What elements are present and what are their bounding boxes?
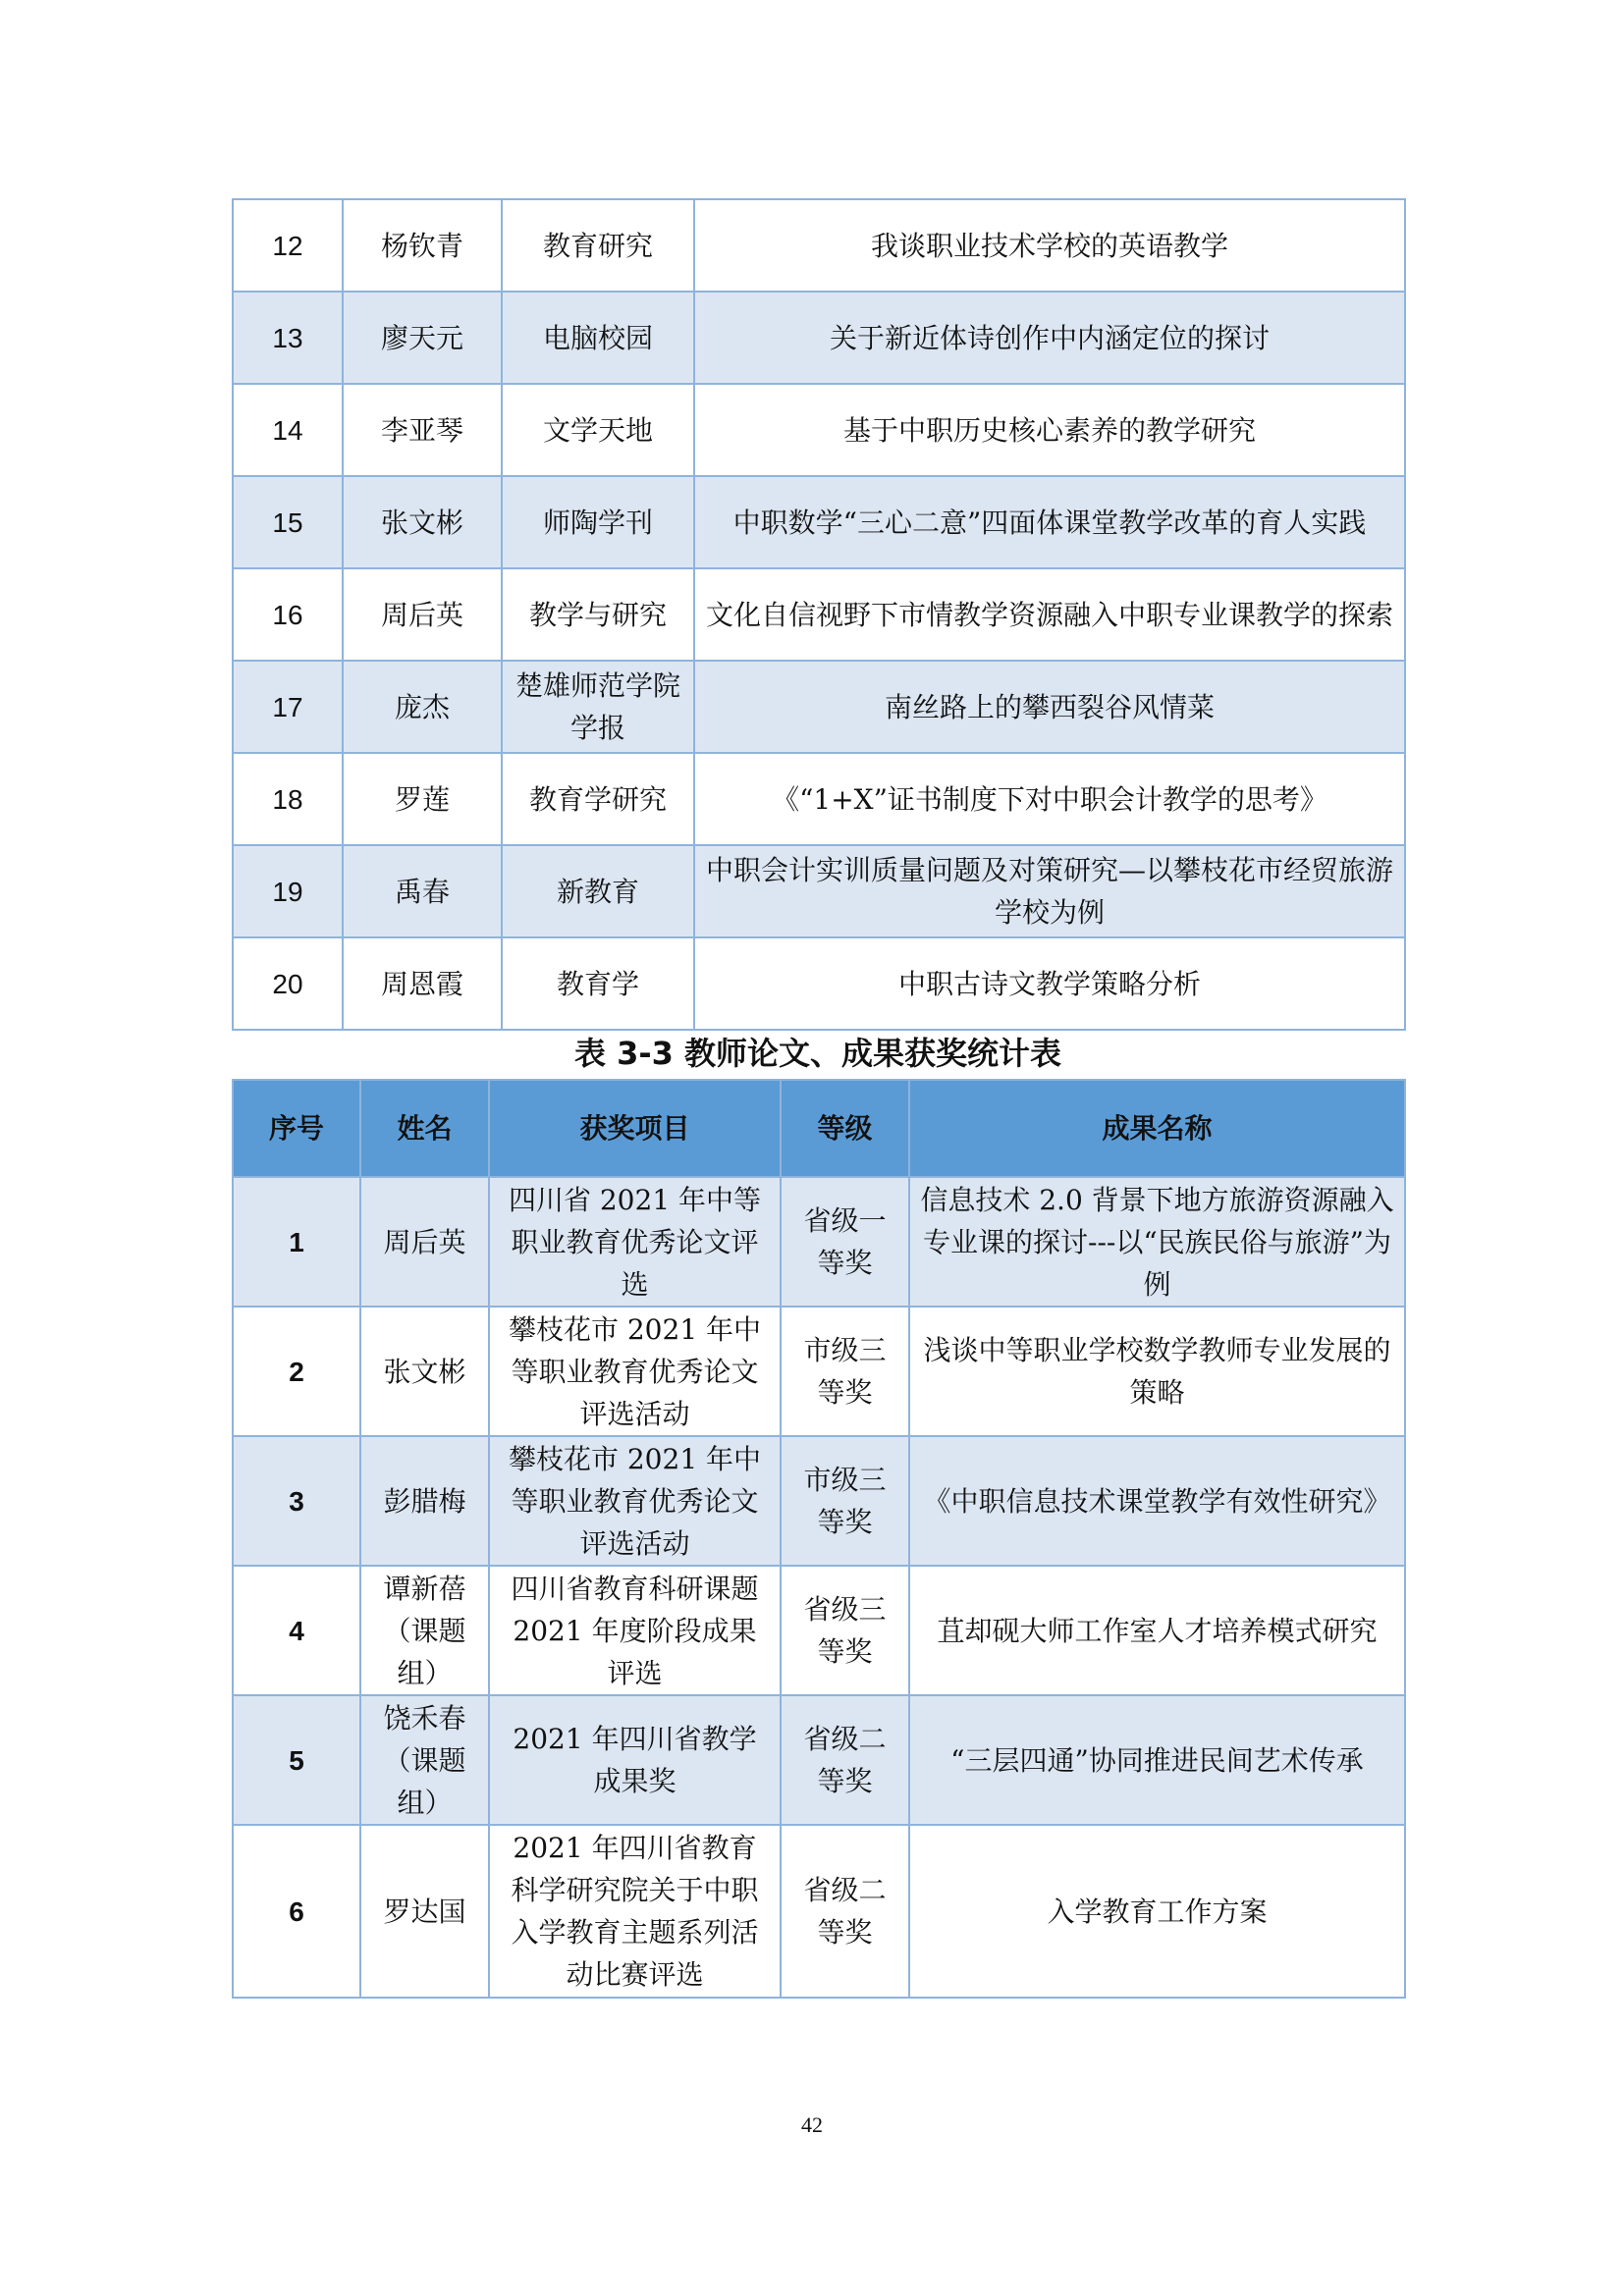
author-name: 张文彬 xyxy=(343,476,502,568)
award-project: 攀枝花市 2021 年中等职业教育优秀论文评选活动 xyxy=(489,1436,781,1566)
table-row xyxy=(233,568,1405,661)
column-header-result: 成果名称 xyxy=(909,1080,1405,1177)
table-row xyxy=(233,845,1405,937)
journal-name: 电脑校园 xyxy=(502,292,694,384)
journal-name: 教育学研究 xyxy=(502,753,694,845)
papers-table xyxy=(232,198,1406,1031)
journal-name: 教育研究 xyxy=(502,199,694,292)
journal-name: 新教育 xyxy=(502,845,694,937)
row-number: 12 xyxy=(233,199,343,292)
paper-title: 文化自信视野下市情教学资源融入中职专业课教学的探索 xyxy=(694,568,1405,661)
result-name: 苴却砚大师工作室人才培养模式研究 xyxy=(909,1566,1405,1695)
award-project: 四川省教育科研课题 2021 年度阶段成果评选 xyxy=(489,1566,781,1695)
author-name: 杨钦青 xyxy=(343,199,502,292)
page-number: 42 xyxy=(801,2112,823,2137)
table-row xyxy=(233,1566,1405,1695)
award-level: 省级二等奖 xyxy=(781,1695,909,1825)
row-number: 17 xyxy=(233,661,343,753)
teacher-name: 谭新蓓（课题组） xyxy=(360,1566,489,1695)
award-project: 四川省 2021 年中等职业教育优秀论文评选 xyxy=(489,1177,781,1307)
row-number: 3 xyxy=(233,1436,360,1566)
awards-table xyxy=(232,1079,1406,1999)
author-name: 李亚琴 xyxy=(343,384,502,476)
award-level: 省级三等奖 xyxy=(781,1566,909,1695)
row-number: 4 xyxy=(233,1566,360,1695)
result-name: 浅谈中等职业学校数学教师专业发展的策略 xyxy=(909,1307,1405,1436)
column-header-name: 姓名 xyxy=(360,1080,489,1177)
award-level: 省级二等奖 xyxy=(781,1825,909,1998)
row-number: 13 xyxy=(233,292,343,384)
table-row xyxy=(233,661,1405,753)
table-row xyxy=(233,1177,1405,1307)
result-name: “三层四通”协同推进民间艺术传承 xyxy=(909,1695,1405,1825)
table-row xyxy=(233,1307,1405,1436)
table-caption: 表 3-3 教师论文、成果获奖统计表 xyxy=(573,1035,1062,1072)
row-number: 1 xyxy=(233,1177,360,1307)
table-row xyxy=(233,292,1405,384)
paper-title: 我谈职业技术学校的英语教学 xyxy=(694,199,1405,292)
table-row xyxy=(233,1695,1405,1825)
paper-title: 中职数学“三心二意”四面体课堂教学改革的育人实践 xyxy=(694,476,1405,568)
teacher-name: 饶禾春（课题组） xyxy=(360,1695,489,1825)
paper-title: 南丝路上的攀西裂谷风情菜 xyxy=(694,661,1405,753)
author-name: 庞杰 xyxy=(343,661,502,753)
row-number: 2 xyxy=(233,1307,360,1436)
column-header-level: 等级 xyxy=(781,1080,909,1177)
journal-name: 教育学 xyxy=(502,937,694,1030)
result-name: 信息技术 2.0 背景下地方旅游资源融入专业课的探讨---以“民族民俗与旅游”为例 xyxy=(909,1177,1405,1307)
row-number: 16 xyxy=(233,568,343,661)
award-level: 省级一等奖 xyxy=(781,1177,909,1307)
row-number: 14 xyxy=(233,384,343,476)
paper-title: 基于中职历史核心素养的教学研究 xyxy=(694,384,1405,476)
column-header-project: 获奖项目 xyxy=(489,1080,781,1177)
row-number: 15 xyxy=(233,476,343,568)
result-name: 入学教育工作方案 xyxy=(909,1825,1405,1998)
table-row xyxy=(233,384,1405,476)
award-project: 2021 年四川省教学成果奖 xyxy=(489,1695,781,1825)
teacher-name: 张文彬 xyxy=(360,1307,489,1436)
journal-name: 文学天地 xyxy=(502,384,694,476)
header-row xyxy=(233,1080,1405,1177)
paper-title: 关于新近体诗创作中内涵定位的探讨 xyxy=(694,292,1405,384)
table-row xyxy=(233,199,1405,292)
table-row xyxy=(233,1436,1405,1566)
paper-title: 《“1+X”证书制度下对中职会计教学的思考》 xyxy=(694,753,1405,845)
row-number: 6 xyxy=(233,1825,360,1998)
author-name: 罗莲 xyxy=(343,753,502,845)
award-level: 市级三等奖 xyxy=(781,1436,909,1566)
row-number: 5 xyxy=(233,1695,360,1825)
author-name: 周后英 xyxy=(343,568,502,661)
table-row xyxy=(233,476,1405,568)
teacher-name: 彭腊梅 xyxy=(360,1436,489,1566)
paper-title: 中职会计实训质量问题及对策研究—以攀枝花市经贸旅游学校为例 xyxy=(694,845,1405,937)
author-name: 禹春 xyxy=(343,845,502,937)
award-project: 2021 年四川省教育科学研究院关于中职入学教育主题系列活动比赛评选 xyxy=(489,1825,781,1998)
award-level: 市级三等奖 xyxy=(781,1307,909,1436)
journal-name: 楚雄师范学院学报 xyxy=(502,661,694,753)
table-row xyxy=(233,1825,1405,1998)
award-project: 攀枝花市 2021 年中等职业教育优秀论文评选活动 xyxy=(489,1307,781,1436)
journal-name: 教学与研究 xyxy=(502,568,694,661)
row-number: 19 xyxy=(233,845,343,937)
journal-name: 师陶学刊 xyxy=(502,476,694,568)
paper-title: 中职古诗文教学策略分析 xyxy=(694,937,1405,1030)
row-number: 20 xyxy=(233,937,343,1030)
author-name: 周恩霞 xyxy=(343,937,502,1030)
table-row xyxy=(233,937,1405,1030)
column-header-no: 序号 xyxy=(233,1080,360,1177)
row-number: 18 xyxy=(233,753,343,845)
result-name: 《中职信息技术课堂教学有效性研究》 xyxy=(909,1436,1405,1566)
teacher-name: 周后英 xyxy=(360,1177,489,1307)
table-row xyxy=(233,753,1405,845)
author-name: 廖天元 xyxy=(343,292,502,384)
teacher-name: 罗达国 xyxy=(360,1825,489,1998)
